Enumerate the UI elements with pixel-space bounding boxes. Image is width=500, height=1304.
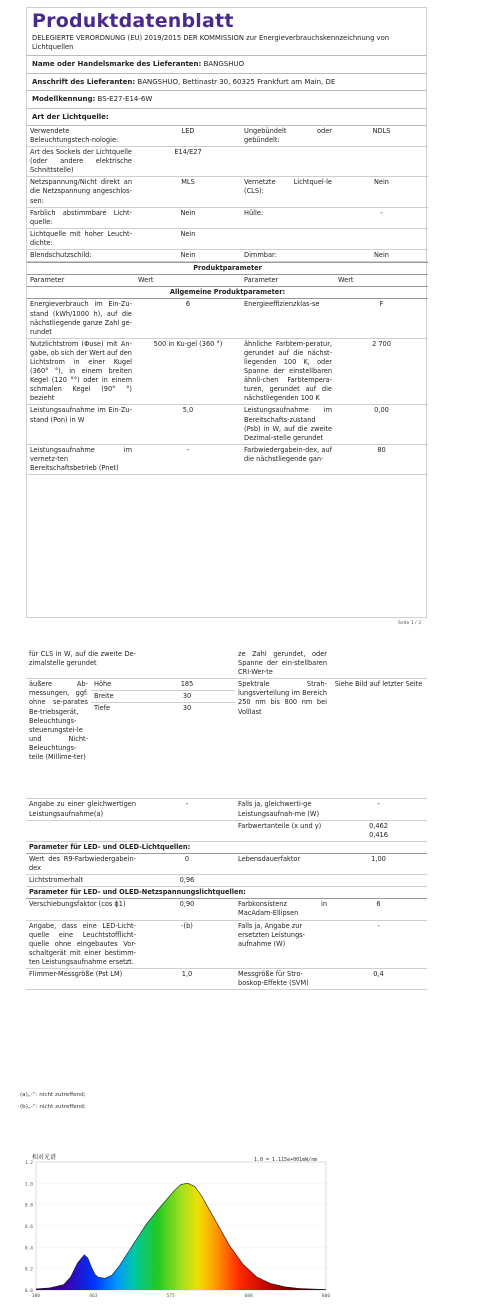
- equiv-value: -: [139, 799, 235, 820]
- type-cell: Farblich abstimmbare Licht-quelle:: [27, 207, 135, 228]
- type-table: [27, 126, 428, 262]
- type-cell: Nein: [335, 177, 428, 207]
- type-cell: LED: [135, 126, 241, 147]
- param-row: [27, 299, 428, 338]
- type-cell: Lichtquelle mit hoher Leucht-dichte:: [27, 228, 135, 249]
- type-heading: [27, 109, 426, 126]
- spectrum-area: [36, 1183, 326, 1290]
- param-cell: -: [135, 444, 241, 474]
- spectrum-chart: [0, 1148, 500, 1300]
- type-row: [27, 250, 428, 262]
- page-title: Produktdatenblatt: [32, 10, 234, 32]
- address-line: [27, 74, 426, 91]
- x-tick-label: 688: [244, 1294, 253, 1299]
- param-cell: Farbwiedergabein-dex, auf die nächstliegende gan-: [241, 444, 335, 474]
- x-tick-label: 800: [321, 1294, 331, 1299]
- supplier-line: [27, 56, 426, 73]
- replace-right-label: Falls ja, Angabe zur ersetzten Leistungs-aufnahme (W): [235, 920, 330, 968]
- type-cell: [335, 147, 428, 177]
- chroma-x: 0,462: [369, 821, 388, 830]
- type-cell: [335, 228, 428, 249]
- type-cell: Vernetzte Lichtquel-le (CLS):: [241, 177, 335, 207]
- type-cell: [241, 147, 335, 177]
- type-cell: MLS: [135, 177, 241, 207]
- flicker-label: Flimmer-Messgröße (Pst LM): [26, 968, 139, 989]
- type-cell: Dimmbar:: [241, 250, 335, 262]
- param-cell: F: [335, 299, 428, 338]
- dim-depth-value: 30: [139, 703, 235, 799]
- cri-label-cont: ze Zahl gerundet, oder Spanne der ein-stellbaren CRI-Wer-te: [235, 649, 330, 679]
- y-tick-label: 0.0: [24, 1289, 33, 1294]
- replace-value: -(b): [139, 920, 235, 968]
- cls-standby-cont: für CLS in W, auf die zweite De-zimalstelle gerundet: [26, 649, 139, 679]
- y-tick-label: 1.2: [24, 1161, 33, 1166]
- strobo-value: 0,4: [330, 968, 427, 989]
- general-params-heading: Allgemeine Produktparameter:: [27, 287, 428, 299]
- param-row: [27, 444, 428, 474]
- param-row: [27, 405, 428, 444]
- param-cell: Leistungsaufnahme im vernetz-ten Bereitschaftsbetrieb (Pnet): [27, 444, 135, 474]
- spd-label: Spektrale Strah-lungsverteilung im Bereich 250 nm bis 800 nm bei Volllast: [235, 679, 330, 799]
- strobo-label: Messgröße für Stro-boskop-Effekte (SVM): [235, 968, 330, 989]
- param-cell: 5,0: [135, 405, 241, 444]
- product-params-heading: Produktparameter: [27, 263, 428, 275]
- param-cell: 6: [135, 299, 241, 338]
- param-cell: Leistungsaufnahme im Ein-Zu-stand (Pon) in W: [27, 405, 135, 444]
- x-tick-label: 575: [166, 1294, 175, 1299]
- chroma-label: Farbwertanteile (x und y): [235, 820, 330, 841]
- chart-ylabel: 相对光谱: [32, 1154, 57, 1161]
- type-cell: Nein: [135, 250, 241, 262]
- regulation-intro: DELEGIERTE VERORDNUNG (EU) 2019/2015 DER KOMMISSION zur Energieverbrauchskennzeichnung von Lichtquellen: [27, 32, 426, 56]
- type-cell: E14/E27: [135, 147, 241, 177]
- macadam-label: Farbkonsistenz in MacAdam-Ellipsen: [235, 899, 330, 920]
- mains-params-heading: Parameter für LED- und OLED-Netzspannungslichtquellen:: [26, 887, 427, 899]
- equiv-label-text: Angabe zu einer gleichwertigen Leistungsaufnahme(a): [29, 800, 137, 818]
- equiv-right-label: Falls ja, gleichwerti-ge Leistungsaufnah-me (W): [235, 799, 330, 820]
- type-cell: Hülle:: [241, 207, 335, 228]
- type-cell: Art des Sockels der Lichtquelle (oder andere elektrische Schnittstelle): [27, 147, 135, 177]
- model-label: Modellkennung:: [32, 95, 96, 104]
- type-row: [27, 177, 428, 207]
- led-params-heading: Parameter für LED- und OLED-Lichtquellen:: [26, 841, 427, 853]
- params-table: [27, 262, 428, 475]
- y-tick-label: 0.8: [24, 1203, 33, 1209]
- replace-label: Angabe, dass eine LED-Licht-quelle eine Leuchtstofflicht-quelle ohne eingebautes Vor-schaltgerät mit einer bestimm-ten Leistungsaufnahme ersetzt.: [26, 920, 139, 968]
- dim-width-label: Breite: [91, 691, 139, 703]
- param-cell: 500 in Ku-gel (360 °): [135, 338, 241, 405]
- param-cell: Leistungsaufnahme im Bereitschafts-zustand (Psb) in W, auf die zweite Dezimal-stelle gerundet: [241, 405, 335, 444]
- type-cell: Netzspannung/Nicht direkt an die Netzspannung angeschlos-sen:: [27, 177, 135, 207]
- life-label: Lebensdauerfaktor: [235, 853, 330, 874]
- dim-height-value: 185: [139, 679, 235, 691]
- y-tick-label: 0.6: [24, 1225, 33, 1230]
- page-1: [26, 7, 427, 618]
- type-cell: [241, 228, 335, 249]
- dimensions-label: äußere Ab-messungen, ggf. ohne se-parates Be-triebsgerät, Beleuchtungs-steuerungstei-le und Nicht-Beleuchtungs-teile (Millime-ter): [26, 679, 91, 799]
- param-row: [27, 338, 428, 405]
- model-line: [27, 91, 426, 108]
- cos-value: 0,90: [139, 899, 235, 920]
- address-label: Anschrift des Lieferanten:: [32, 77, 136, 86]
- type-cell: Nein: [135, 228, 241, 249]
- y-tick-label: 0.4: [24, 1246, 33, 1252]
- chart-header-note: 1.0 = 1.115e+001mW/nm: [254, 1157, 318, 1163]
- life-value: 1,00: [330, 853, 427, 874]
- param-cell: 2 700: [335, 338, 428, 405]
- y-tick-label: 1.0: [24, 1182, 33, 1188]
- col-value-1: Wert: [135, 275, 241, 287]
- equiv-label: [26, 799, 139, 820]
- type-row: [27, 126, 428, 147]
- page-2: [26, 649, 427, 1090]
- type-row: [27, 228, 428, 249]
- dim-depth-label: Tiefe: [91, 703, 139, 799]
- maint-value: 0,96: [139, 875, 235, 887]
- chroma-y: 0,416: [369, 830, 388, 839]
- type-cell: Ungebündelt oder gebündelt:: [241, 126, 335, 147]
- type-cell: -: [335, 207, 428, 228]
- param-cell: Energieverbrauch im Ein-Zu-stand (kWh/1000 h), auf die nächstliegende ganze Zahl ge-rundet: [27, 299, 135, 338]
- r9-label: Wert des R9-Farbwiedergabein-dex: [26, 853, 139, 874]
- address-value: BANGSHUO, Bettinastr 30, 60325 Frankfurt am Main, DE: [137, 77, 336, 86]
- flicker-value: 1,0: [139, 968, 235, 989]
- spectrum-svg: [0, 1148, 500, 1300]
- cos-label: Verschiebungsfaktor (cos ϕ1): [26, 899, 139, 920]
- dim-height-label: Höhe: [91, 679, 139, 691]
- param-cell: 80: [335, 444, 428, 474]
- type-cell: Nein: [135, 207, 241, 228]
- x-tick-label: 380: [31, 1294, 41, 1299]
- dim-width-value: 30: [139, 691, 235, 703]
- col-param-1: Parameter: [27, 275, 135, 287]
- param-cell: ähnliche Farbtem-peratur, gerundet auf die nächst-liegenden 100 K, oder Spanne der einstellbaren ähnli-chen Farbtempera-turen, gerundet auf die nächstliegenden 100 K: [241, 338, 335, 405]
- type-row: [27, 147, 428, 177]
- footnote-a: (a)„-“: nicht zutreffend;: [20, 1092, 86, 1098]
- col-value-2: Wert: [335, 275, 428, 287]
- spd-value: Siehe Bild auf letzter Seite: [330, 679, 427, 799]
- param-cell: Nutzlichtstrom (Φuse) mit An-gabe, ob sich der Wert auf den Lichtstrom in einer Kugel (360° °), in einem breiten Kegel (120 °°) oder in einem schmalen Kegel (90° °) bezieht: [27, 338, 135, 405]
- macadam-value: 6: [330, 899, 427, 920]
- supplier-value: BANGSHUO: [203, 60, 245, 69]
- footnote-b: (b)„-“: nicht zutreffend;: [20, 1104, 86, 1110]
- param-cell: 0,00: [335, 405, 428, 444]
- replace-right-value: -: [330, 920, 427, 968]
- type-cell: Blendschutzschild:: [27, 250, 135, 262]
- r9-value: 0: [139, 853, 235, 874]
- equiv-right-value: -: [330, 799, 427, 820]
- param-cell: Energieeffizienzklas-se: [241, 299, 335, 338]
- type-cell: Nein: [335, 250, 428, 262]
- col-param-2: Parameter: [241, 275, 335, 287]
- page-number: Seite 1 / 3: [398, 621, 421, 626]
- type-cell: NDLS: [335, 126, 428, 147]
- type-heading-text: Art der Lichtquelle:: [32, 112, 109, 121]
- params-table-continued: [26, 649, 427, 990]
- x-tick-label: 463: [89, 1294, 98, 1299]
- y-tick-label: 0.2: [24, 1267, 33, 1273]
- type-cell: Verwendete Beleuchtungstech-nologie:: [27, 126, 135, 147]
- type-row: [27, 207, 428, 228]
- chroma-values: [330, 820, 427, 841]
- model-value: BS-E27-E14-6W: [97, 95, 153, 104]
- supplier-label: Name oder Handelsmarke des Lieferanten:: [32, 60, 202, 69]
- maint-label: Lichtstromerhalt: [26, 875, 139, 887]
